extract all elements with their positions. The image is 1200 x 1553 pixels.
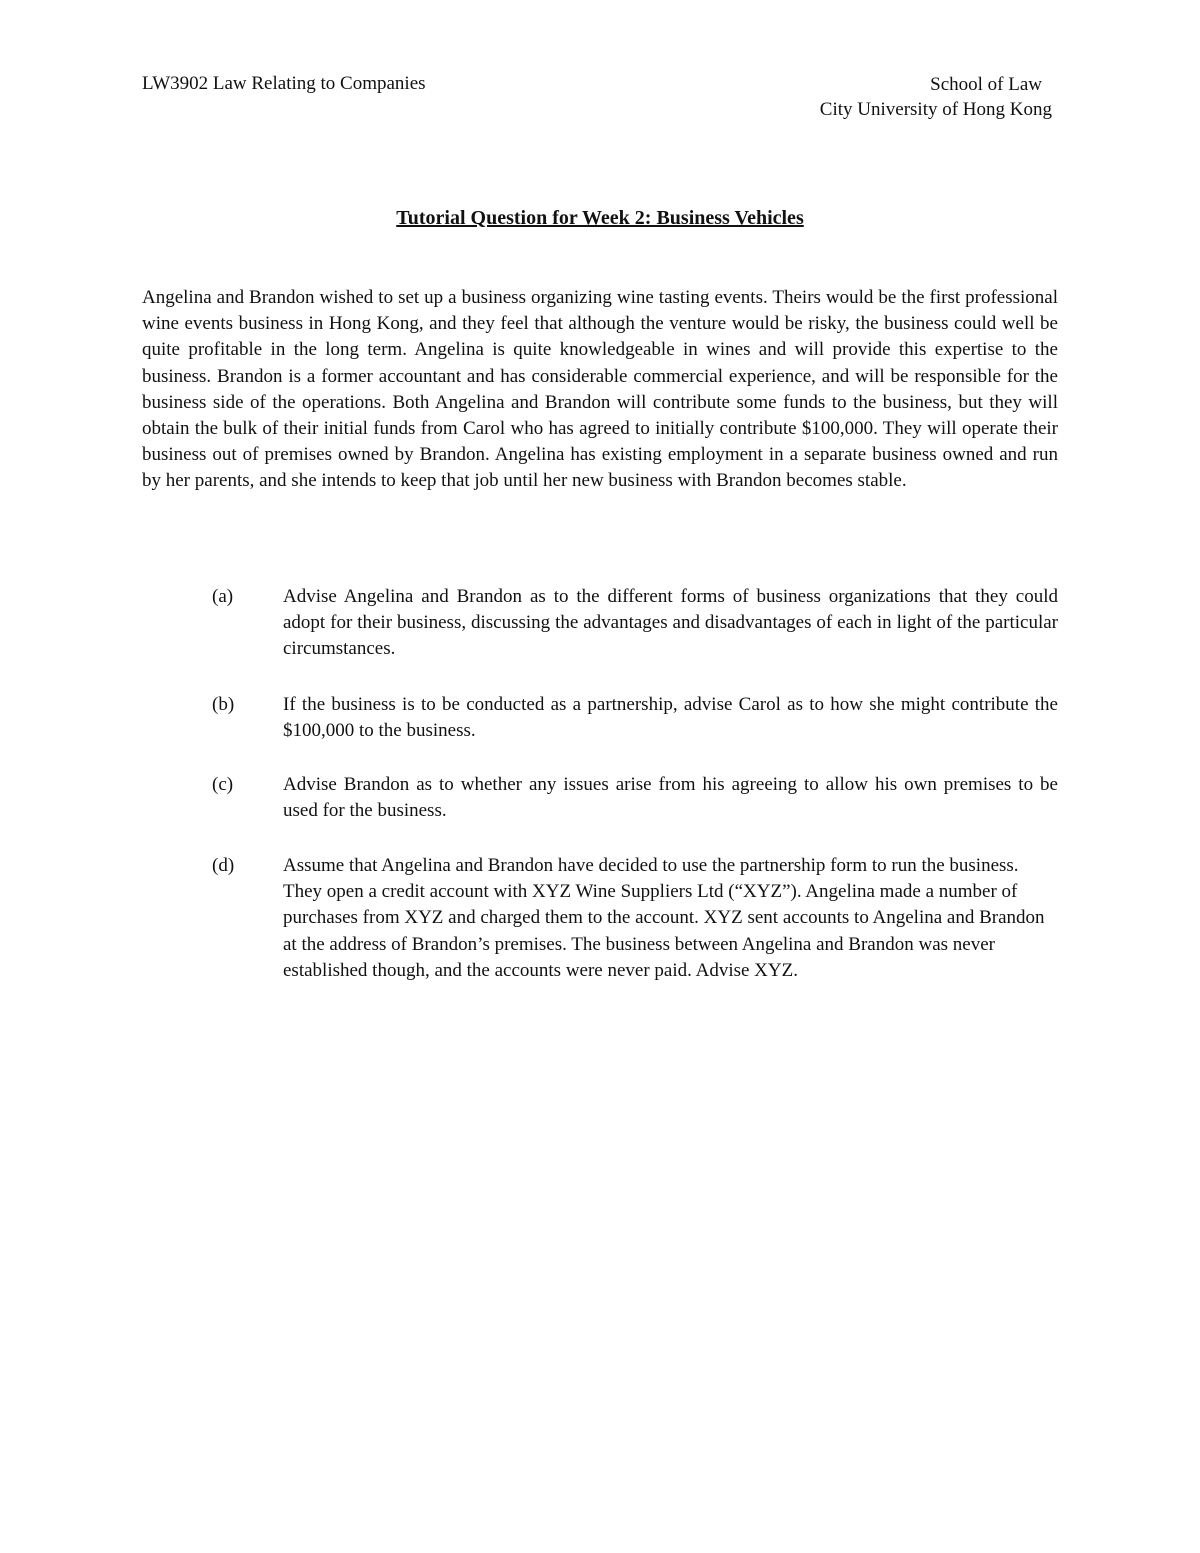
course-header: LW3902 Law Relating to Companies	[142, 73, 426, 94]
question-label: (d)	[212, 855, 235, 876]
question-b	[142, 692, 1058, 744]
question-text: If the business is to be conducted as a partnership, advise Carol as to how she might contribute the $100,000 to the business.	[283, 694, 1058, 742]
institution-header	[820, 72, 1052, 122]
page-title: Tutorial Question for Week 2: Business Vehicles	[396, 207, 804, 229]
question-d	[142, 853, 1058, 984]
question-text: Advise Brandon as to whether any issues arise from his agreeing to allow his own premises to be used for the business.	[283, 774, 1058, 822]
question-text: Assume that Angelina and Brandon have decided to use the partnership form to run the business. They open a credit account with XYZ Wine Suppliers Ltd (“XYZ”). Angelina made a number of purchases from XYZ and charged them to the account. XYZ sent accounts to Angelina and Brandon at the address of Brandon’s premises. The business between Angelina and Brandon was never established though, and the accounts were never paid. Advise XYZ.	[283, 855, 1045, 981]
university-name: City University of Hong Kong	[819, 99, 1052, 120]
question-label: (b)	[212, 694, 235, 715]
question-text: Advise Angelina and Brandon as to the different forms of business organizations that they could adopt for their business, discussing the advantages and disadvantages of each in light of the particular circumstances.	[283, 586, 1058, 660]
question-label: (a)	[212, 586, 234, 607]
question-label: (c)	[212, 774, 234, 795]
question-c	[142, 772, 1058, 824]
school-name: School of Law	[930, 74, 1042, 95]
question-a	[142, 584, 1058, 663]
scenario-paragraph: Angelina and Brandon wished to set up a business organizing wine tasting events. Theirs would be the first professional wine events business in Hong Kong, and they feel that although the venture would be risky, the business could well be quite profitable in the long term. Angelina is quite knowledgeable in wines and will provide this expertise to the business. Brandon is a former accountant and has considerable commercial experience, and will be responsible for the business side of the operations. Both Angelina and Brandon will contribute some funds to the business, but they will obtain the bulk of their initial funds from Carol who has agreed to initially contribute $100,000. They will operate their business out of premises owned by Brandon. Angelina has existing employment in a separate business owned and run by her parents, and she intends to keep that job until her new business with Brandon becomes stable.	[142, 287, 1058, 492]
